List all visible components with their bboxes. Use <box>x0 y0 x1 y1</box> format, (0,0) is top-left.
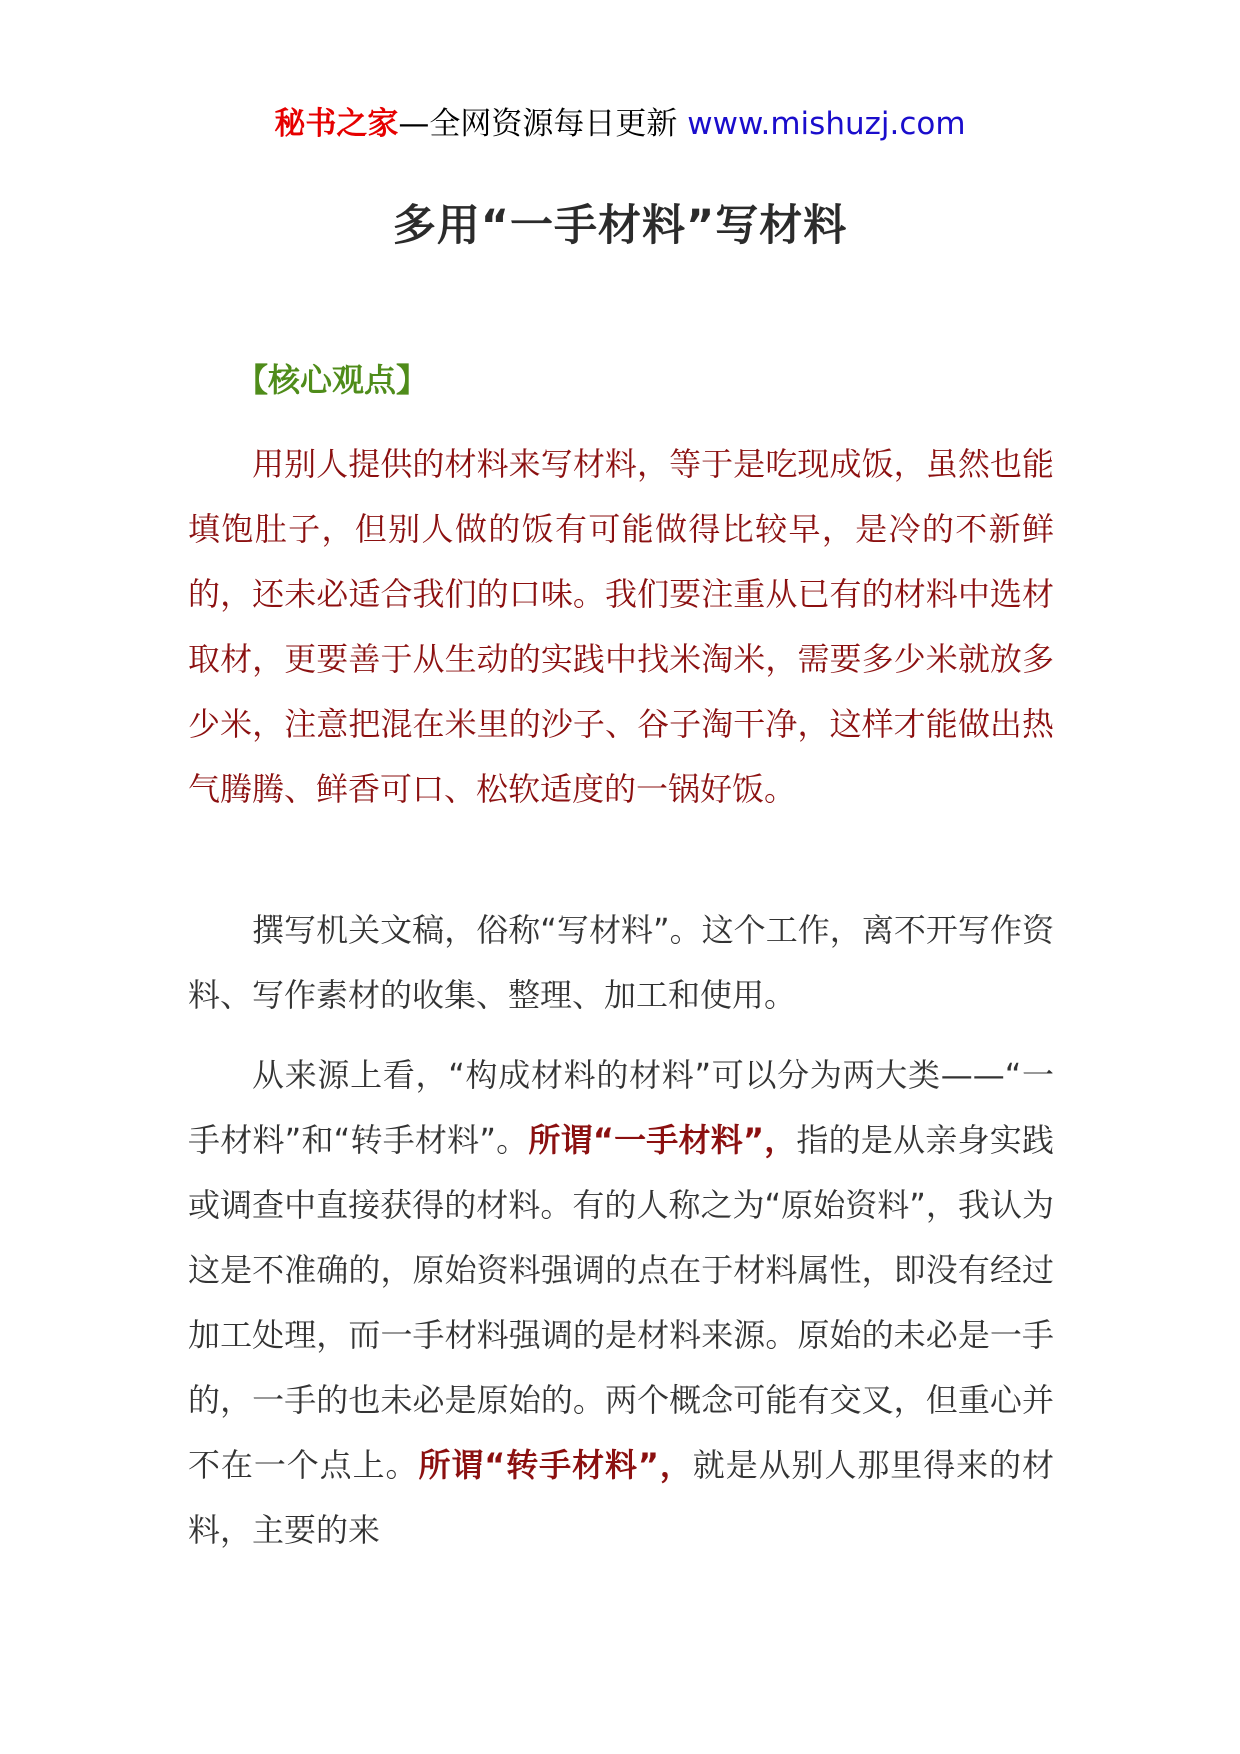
paragraph-text: 就是从别人那里得来的材料，主要的来 <box>188 1446 1054 1549</box>
document-title: 多用“一手材料”写材料 <box>392 201 848 251</box>
paragraph-text: 指的是从亲身实践或调查中直接获得的材料。有的人称之为“原始资料”，我认为这是不准确的，原始资料强调的点在于材料属性，即没有经过加工处理，而一手材料强调的是材料来源。原始的未必是一手的，一手的也未必是原始的。两个概念可能有交叉，但重心并不在一个点上。 <box>188 1121 1054 1484</box>
site-header <box>0 100 1240 148</box>
paragraph-material-sources <box>188 1043 1054 1563</box>
site-url-link[interactable]: www.mishuzj.com <box>687 106 966 142</box>
paragraph-core-view: 用别人提供的材料来写材料，等于是吃现成饭，虽然也能填饱肚子，但别人做的饭有可能做得比较早，是冷的不新鲜的，还未必适合我们的口味。我们要注重从已有的材料中选材取材，更要善于从生动的实践中找米淘米，需要多少米就放多少米，注意把混在米里的沙子、谷子淘干净，这样才能做出热气腾腾、鲜香可口、松软适度的一锅好饭。 <box>188 445 1054 808</box>
emphasis-second-hand: 所谓“转手材料”， <box>418 1446 693 1484</box>
paragraph-writing-materials: 撰写机关文稿，俗称“写材料”。这个工作，离不开写作资料、写作素材的收集、整理、加工和使用。 <box>188 911 1054 1014</box>
brand-name: 秘书之家 <box>274 106 399 142</box>
paragraph-text: 从来源上看，“构成材料的材料”可以分为两大类——“一手材料”和“转手材料”。 <box>188 1056 1054 1159</box>
section-heading: 【核心观点】 <box>236 361 429 399</box>
header-tagline: —全网资源每日更新 <box>398 106 678 142</box>
emphasis-first-hand: 所谓“一手材料”， <box>528 1121 797 1159</box>
